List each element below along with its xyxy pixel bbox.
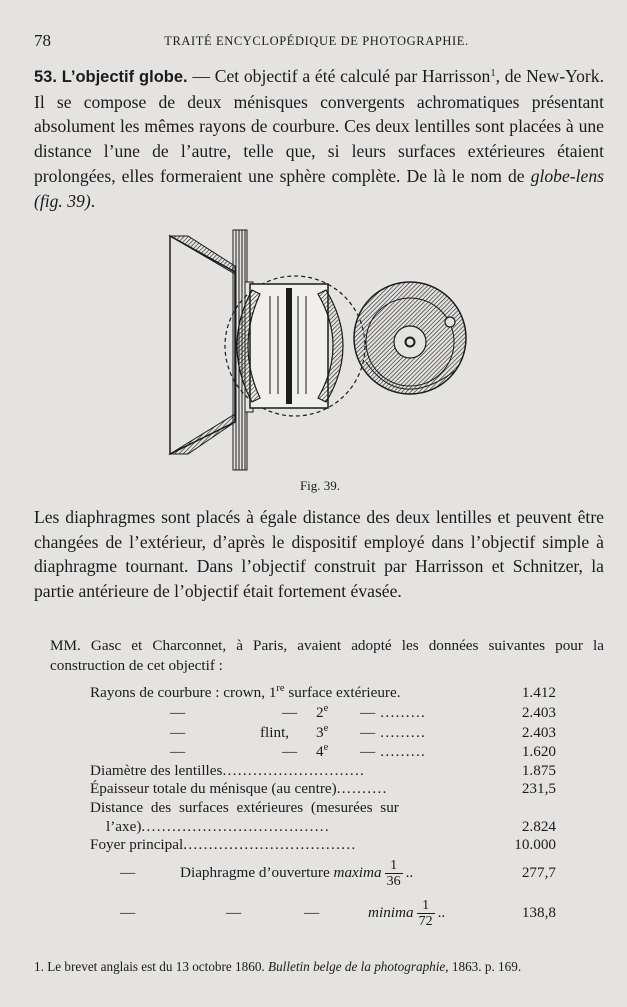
spec-dash: — xyxy=(170,704,186,721)
fraction-denominator: 36 xyxy=(386,874,401,889)
spec-label-focal: Foyer principal xyxy=(90,836,184,853)
spec-dash: — xyxy=(170,743,186,760)
spec-label-thickness: Épaisseur totale du ménisque (au centre) xyxy=(90,780,337,797)
spec-value-aperture-max: 277,7 xyxy=(521,864,556,881)
spec-dots: ......... xyxy=(375,724,427,741)
section-title: L’objectif globe. xyxy=(61,68,188,86)
spec-num-radius-2: 2 xyxy=(316,704,324,721)
paragraph-data-intro xyxy=(50,636,604,676)
globe-lens-illustration xyxy=(160,222,480,474)
spec-sup-radius-1: re xyxy=(276,683,285,694)
spec-dash: — xyxy=(170,724,186,741)
spec-dots: .. xyxy=(437,903,446,921)
page-number: 78 xyxy=(34,31,51,50)
footnote-source: Bulletin belge de la photographie xyxy=(268,959,446,974)
spec-dots: ......... xyxy=(375,743,427,760)
spec-value-radius-3: 2.403 xyxy=(521,724,556,741)
running-title: TRAITÉ ENCYCLOPÉDIQUE DE PHOTOGRAPHIE. xyxy=(164,34,469,48)
section-number: 53. xyxy=(34,68,57,86)
spec-row-diameter xyxy=(90,762,560,782)
spec-value-radius-4: 1.620 xyxy=(521,743,556,760)
section-53-paragraph xyxy=(34,64,604,213)
spec-dash: — xyxy=(360,704,376,721)
spec-row-distance-cont xyxy=(90,818,560,838)
spec-dots: .......... xyxy=(336,780,388,797)
spec-row-radius-3 xyxy=(90,724,560,744)
spec-dots: .................................. xyxy=(183,836,357,853)
spec-value-radius-1: 1.412 xyxy=(521,684,556,701)
spec-label-aperture: Diaphragme d’ouverture xyxy=(180,863,334,881)
spec-dash: — xyxy=(120,864,136,881)
section-text-1: — Cet objectif a été calculé par Harrisson xyxy=(187,66,491,86)
fraction-1-36 xyxy=(385,858,403,889)
page-header xyxy=(34,31,599,51)
spec-row-radius-2 xyxy=(90,704,560,724)
fraction-numerator: 1 xyxy=(417,898,435,914)
spec-dash: — xyxy=(120,904,136,921)
spec-value-aperture-min: 138,8 xyxy=(521,904,556,921)
spec-dots: ......... xyxy=(375,704,427,721)
spec-row-thickness xyxy=(90,780,560,800)
spec-value-distance: 2.824 xyxy=(521,818,556,835)
spec-label-radius-1-rest: surface extérieure. xyxy=(284,684,401,701)
spec-row-aperture-min xyxy=(90,896,560,932)
fraction-1-72 xyxy=(417,898,435,929)
spec-num-radius-4: 4 xyxy=(316,743,324,760)
spec-flint-label: flint, xyxy=(260,724,290,741)
spec-value-radius-2: 2.403 xyxy=(521,704,556,721)
spec-sup-radius-2: e xyxy=(323,703,329,714)
spec-row-focal xyxy=(90,836,560,856)
section-text-2: , de New-York. Il se compose de deux ménisques convergents achromatiques présentant absolument les mêmes rayons de courbure. Ces deux lentilles sont placées à une distance l’une de l’autre, telle que, si leurs surfaces extérieures étaient prolongées, elles formeraient une sphère complète. De là le nom de xyxy=(34,66,604,186)
spec-label-minima: minima xyxy=(368,903,414,921)
spec-dots: .. xyxy=(405,863,414,881)
spec-dash: — xyxy=(304,904,320,921)
spec-dots: ..................................... xyxy=(141,818,331,835)
figure-caption: Fig. 39. xyxy=(299,478,341,493)
figure-39 xyxy=(160,222,480,493)
spec-sup-radius-3: e xyxy=(323,723,329,734)
spec-row-radius-1 xyxy=(90,684,560,704)
paragraph-diaphragms: Les diaphragmes sont placés à égale distance des deux lentilles et peuvent être changées de l’extérieur, d’après le dispositif employé dans l’objectif simple à diaphragme tournant. Dans l’objectif construit par Harrisson et Schnitzer, la partie antérieure de l’objectif était fortement évasée. xyxy=(34,507,604,602)
spec-sup-radius-4: e xyxy=(323,742,329,753)
paragraph-data-intro-text: MM. Gasc et Charconnet, à Paris, avaient adopté les données suivantes pour la construction de cet objectif : xyxy=(50,637,604,674)
spec-row-aperture-max xyxy=(90,856,560,892)
spec-dots: ............................ xyxy=(222,762,366,779)
footnote-text-1: Le brevet anglais est du 13 octobre 1860. xyxy=(43,959,269,974)
footnote-marker: 1. xyxy=(34,959,44,974)
spec-dash: — xyxy=(282,743,298,760)
spec-row-distance xyxy=(90,799,560,819)
figure-reference: globe-lens (fig. 39) xyxy=(34,165,604,211)
spec-dash: — xyxy=(226,904,242,921)
fraction-denominator: 72 xyxy=(418,914,433,929)
spec-value-diameter: 1.875 xyxy=(521,762,556,779)
spec-dash: — xyxy=(360,724,376,741)
spec-label-diameter: Diamètre des lentilles xyxy=(90,762,223,779)
spec-num-radius-3: 3 xyxy=(316,724,324,741)
spec-label-radius-1: Rayons de courbure : crown, 1 xyxy=(90,684,277,701)
spec-row-radius-4 xyxy=(90,743,560,763)
spec-label-maxima: maxima xyxy=(333,863,382,881)
footnote xyxy=(34,956,604,977)
section-text-3: . xyxy=(90,190,96,211)
spec-value-thickness: 231,5 xyxy=(521,780,556,797)
footnote-ref[interactable]: 1 xyxy=(490,68,496,79)
spec-label-distance-1: Distance des surfaces extérieures (mesurées sur xyxy=(90,799,399,816)
spec-label-distance-2: l’axe) xyxy=(106,818,142,835)
spec-value-focal: 10.000 xyxy=(514,836,556,853)
footnote-text-2: , 1863. p. 169. xyxy=(445,959,522,974)
spec-dash: — xyxy=(282,704,298,721)
spec-dash: — xyxy=(360,743,376,760)
fraction-numerator: 1 xyxy=(385,858,403,874)
